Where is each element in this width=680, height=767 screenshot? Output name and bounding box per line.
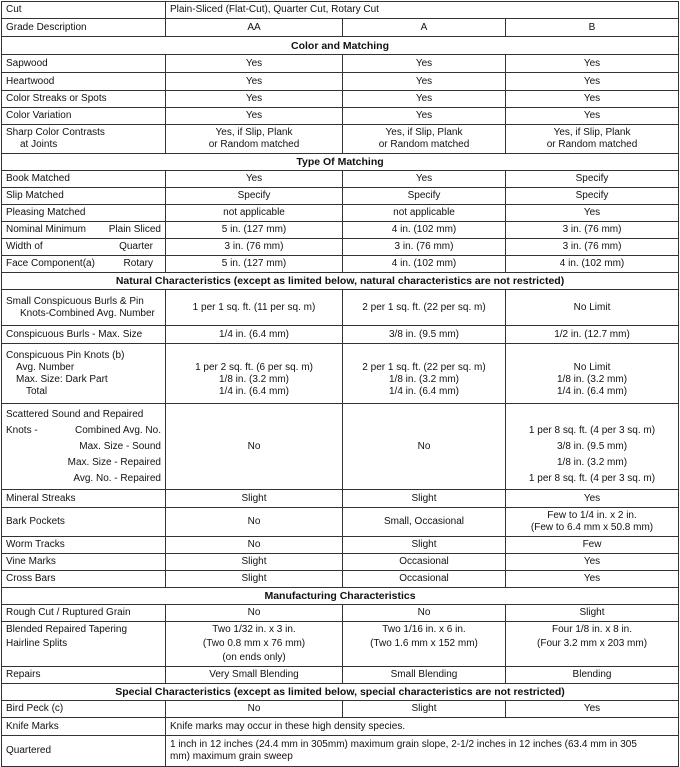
table-row <box>2 205 679 222</box>
cell-line: (Four 3.2 mm x 203 mm) <box>537 638 648 649</box>
table-row <box>2 701 679 718</box>
cell-line: 3/8 in. (9.5 mm) <box>557 440 628 452</box>
grade-b: B <box>506 19 679 37</box>
cell-aa: Very Small Blending <box>166 667 343 684</box>
row-label: Mineral Streaks <box>2 490 166 508</box>
cell-aa: Yes <box>166 73 343 91</box>
table-row <box>2 667 679 684</box>
grade-label: Grade Description <box>2 19 166 37</box>
cell-aa: No <box>166 508 343 537</box>
cell-line: Yes, if Slip, Plank <box>215 127 293 138</box>
cell-line: Two 1/32 in. x 3 in. <box>212 624 296 635</box>
cell-a: No <box>343 605 506 622</box>
cell-b: Specify <box>506 171 679 188</box>
cut-label: Cut <box>2 2 166 19</box>
burls-label-line2: Knots-Combined Avg. Number <box>20 307 155 319</box>
table-row <box>2 571 679 588</box>
grade-row <box>2 19 679 37</box>
table-row <box>2 256 679 273</box>
quartered-value <box>166 736 679 767</box>
table-row <box>2 718 679 736</box>
cell-line: (Few to 6.4 mm x 50.8 mm) <box>530 522 654 533</box>
section-header <box>2 273 679 290</box>
cell-line: or Random matched <box>378 139 470 150</box>
cell-line: Two 1/16 in. x 6 in. <box>382 624 466 635</box>
cell-line: 1 per 2 sq. ft. (6 per sq. m) <box>195 361 313 373</box>
cell-line: 1/8 in. (3.2 mm) <box>557 456 628 468</box>
sharp-label-line2: at Joints <box>20 139 58 150</box>
row-label: Knife Marks <box>2 718 166 736</box>
cell-b: Blending <box>506 667 679 684</box>
table-row <box>2 55 679 73</box>
cell-b <box>506 508 679 537</box>
scattered-label: Avg. No. - Repaired <box>73 472 161 484</box>
knife-marks-value: Knife marks may occur in these high density species. <box>166 718 679 736</box>
table-row <box>2 239 679 256</box>
cell-aa: Specify <box>166 188 343 205</box>
cell-b: 3 in. (76 mm) <box>506 222 679 239</box>
row-label: Conspicuous Burls - Max. Size <box>2 326 166 344</box>
blended-label-line1: Blended Repaired Tapering <box>6 624 128 635</box>
cell-aa: Yes <box>166 91 343 108</box>
cell-a: Slight <box>343 490 506 508</box>
row-label: Bark Pockets <box>2 508 166 537</box>
row-label: Cross Bars <box>2 571 166 588</box>
cell-b: Yes <box>506 701 679 718</box>
table-row <box>2 344 679 404</box>
pin-label: Avg. Number <box>16 361 75 373</box>
cell-line: (on ends only) <box>222 652 286 663</box>
width-label-left: Width of <box>6 241 43 252</box>
cell-line: Yes, if Slip, Plank <box>385 127 463 138</box>
cell-b: Yes <box>506 55 679 73</box>
cell-aa: Yes <box>166 108 343 125</box>
cell-aa: 3 in. (76 mm) <box>166 239 343 256</box>
cell-line: 1/8 in. (3.2 mm) <box>557 373 628 385</box>
special-section-title: Special Characteristics (except as limited below, special characteristics are not restricted) <box>2 684 679 701</box>
cell-aa: Slight <box>166 490 343 508</box>
width-label-right: Plain Sliced <box>108 224 161 235</box>
row-label: Vine Marks <box>2 554 166 571</box>
grade-table <box>1 1 679 767</box>
row-label: Rough Cut / Ruptured Grain <box>2 605 166 622</box>
table-row <box>2 222 679 239</box>
table-row <box>2 508 679 537</box>
table-row <box>2 622 679 667</box>
cell-line: 2 per 1 sq. ft. (22 per sq. m) <box>362 361 486 373</box>
scattered-title: Scattered Sound and Repaired <box>6 408 144 420</box>
cell-b: No Limit <box>506 290 679 326</box>
cell-a: 3 in. (76 mm) <box>343 239 506 256</box>
cell-a: Slight <box>343 537 506 554</box>
cell-aa: 1/4 in. (6.4 mm) <box>166 326 343 344</box>
cell-a: 4 in. (102 mm) <box>343 222 506 239</box>
sharp-label-line1: Sharp Color Contrasts <box>6 127 105 138</box>
cell-a: Slight <box>343 701 506 718</box>
cell-aa: No <box>166 701 343 718</box>
table-row <box>2 326 679 344</box>
table-row <box>2 490 679 508</box>
cell-line: 1 per 8 sq. ft. (4 per 3 sq. m) <box>528 472 656 484</box>
table-row <box>2 736 679 767</box>
cell-aa: 1 per 1 sq. ft. (11 per sq. m) <box>166 290 343 326</box>
table-row <box>2 91 679 108</box>
cell-aa: Yes <box>166 55 343 73</box>
cell-a: Occasional <box>343 554 506 571</box>
row-label <box>2 344 166 404</box>
section-header <box>2 154 679 171</box>
width-label-left: Nominal Minimum <box>6 224 87 235</box>
cell-line: 1/4 in. (6.4 mm) <box>388 385 460 397</box>
cell-aa: 5 in. (127 mm) <box>166 256 343 273</box>
grade-a: A <box>343 19 506 37</box>
cell-b: Yes <box>506 490 679 508</box>
cell-a: Specify <box>343 188 506 205</box>
cell-b: Yes <box>506 554 679 571</box>
cell-line: No Limit <box>573 361 611 373</box>
cell-aa: Slight <box>166 571 343 588</box>
cell-aa: 5 in. (127 mm) <box>166 222 343 239</box>
cell-line: 1/4 in. (6.4 mm) <box>557 385 628 397</box>
cut-value: Plain-Sliced (Flat-Cut), Quarter Cut, Rotary Cut <box>166 2 679 19</box>
cell-aa <box>166 622 343 667</box>
cell-line: 1/8 in. (3.2 mm) <box>218 373 290 385</box>
cell-line: Four 1/8 in. x 8 in. <box>551 624 633 635</box>
cell-a: 4 in. (102 mm) <box>343 256 506 273</box>
cell-a <box>343 622 506 667</box>
row-label: Pleasing Matched <box>2 205 166 222</box>
cell-line: (Two 0.8 mm x 76 mm) <box>202 638 306 649</box>
blended-label-line2: Hairline Splits <box>6 638 68 649</box>
table-row <box>2 125 679 154</box>
cell-a: Small, Occasional <box>343 508 506 537</box>
cell-a: Yes <box>343 73 506 91</box>
section-header <box>2 684 679 701</box>
cell-a: 2 per 1 sq. ft. (22 per sq. m) <box>343 290 506 326</box>
row-label <box>2 125 166 154</box>
table-row <box>2 171 679 188</box>
cell-a: Yes <box>343 171 506 188</box>
table-row <box>2 537 679 554</box>
cell-b <box>506 404 679 490</box>
cut-row <box>2 2 679 19</box>
cell-line: or Random matched <box>546 139 638 150</box>
section-header <box>2 37 679 55</box>
quartered-line: 1 inch in 12 inches (24.4 mm in 305mm) maximum grain slope, 2-1/2 inches in 12 inches (63.4 mm in 305 <box>170 739 637 750</box>
cell-aa <box>166 125 343 154</box>
burls-label-line1: Small Conspicuous Burls & Pin <box>6 295 144 307</box>
cell-a: 3/8 in. (9.5 mm) <box>343 326 506 344</box>
cell-aa: No <box>166 537 343 554</box>
cell-b: Few <box>506 537 679 554</box>
cell-b <box>506 622 679 667</box>
scattered-label: Max. Size - Repaired <box>67 456 161 468</box>
cell-b: Yes <box>506 108 679 125</box>
grade-aa: AA <box>166 19 343 37</box>
quartered-line: mm) maximum grain sweep <box>170 751 293 762</box>
row-label: Worm Tracks <box>2 537 166 554</box>
table-row <box>2 188 679 205</box>
row-label: Heartwood <box>2 73 166 91</box>
row-label: Sapwood <box>2 55 166 73</box>
row-label <box>2 256 166 273</box>
cell-line: Yes, if Slip, Plank <box>553 127 631 138</box>
section-header <box>2 588 679 605</box>
row-label: Color Variation <box>2 108 166 125</box>
natural-section-title: Natural Characteristics (except as limited below, natural characteristics are not restricted) <box>2 273 679 290</box>
cell-b: Specify <box>506 188 679 205</box>
row-label <box>2 239 166 256</box>
cell-b <box>506 125 679 154</box>
row-label: Bird Peck (c) <box>2 701 166 718</box>
scattered-label: Max. Size - Sound <box>79 440 161 452</box>
cell-a: Yes <box>343 108 506 125</box>
table-row <box>2 108 679 125</box>
table-row <box>2 554 679 571</box>
cell-a: Occasional <box>343 571 506 588</box>
cell-line: (Two 1.6 mm x 152 mm) <box>370 638 478 649</box>
cell-line: Few to 1/4 in. x 2 in. <box>547 510 637 521</box>
cell-b: Slight <box>506 605 679 622</box>
pin-label: Max. Size: Dark Part <box>16 373 108 385</box>
scattered-knots: Knots - <box>6 424 38 436</box>
width-label-left: Face Component(a) <box>6 258 95 269</box>
row-label: Slip Matched <box>2 188 166 205</box>
cell-b: 4 in. (102 mm) <box>506 256 679 273</box>
cell-aa: Yes <box>166 171 343 188</box>
cell-a: not applicable <box>343 205 506 222</box>
row-label: Repairs <box>2 667 166 684</box>
cell-b: 3 in. (76 mm) <box>506 239 679 256</box>
cell-line: 1/8 in. (3.2 mm) <box>388 373 460 385</box>
cell-a: Yes <box>343 91 506 108</box>
row-label: Quartered <box>2 736 166 767</box>
table-row <box>2 73 679 91</box>
scattered-label: Combined Avg. No. <box>75 424 161 436</box>
cell-b: Yes <box>506 205 679 222</box>
table-row <box>2 605 679 622</box>
table-row <box>2 404 679 490</box>
cell-aa <box>166 344 343 404</box>
cell-line: 1 per 8 sq. ft. (4 per 3 sq. m) <box>528 424 656 436</box>
color-section-title: Color and Matching <box>2 37 679 55</box>
row-label: Book Matched <box>2 171 166 188</box>
cell-a <box>343 125 506 154</box>
matching-section-title: Type Of Matching <box>2 154 679 171</box>
row-label: Color Streaks or Spots <box>2 91 166 108</box>
width-label-right: Quarter <box>119 241 153 252</box>
row-label <box>2 404 166 490</box>
manufacturing-section-title: Manufacturing Characteristics <box>2 588 679 605</box>
cell-b: Yes <box>506 73 679 91</box>
pin-label: Total <box>26 385 48 397</box>
cell-b: Yes <box>506 571 679 588</box>
width-label-right: Rotary <box>123 258 153 269</box>
row-label <box>2 222 166 239</box>
cell-line: 1/4 in. (6.4 mm) <box>218 385 290 397</box>
cell-b: 1/2 in. (12.7 mm) <box>506 326 679 344</box>
cell-a: Yes <box>343 55 506 73</box>
table-row <box>2 290 679 326</box>
pin-title: Conspicuous Pin Knots (b) <box>6 349 125 361</box>
cell-a <box>343 344 506 404</box>
row-label <box>2 622 166 667</box>
row-label <box>2 290 166 326</box>
cell-b <box>506 344 679 404</box>
cell-b: Yes <box>506 91 679 108</box>
cell-aa: No <box>166 605 343 622</box>
cell-line: or Random matched <box>208 139 300 150</box>
cell-a: No <box>343 404 506 490</box>
cell-aa: No <box>166 404 343 490</box>
cell-a: Small Blending <box>343 667 506 684</box>
cell-aa: Slight <box>166 554 343 571</box>
cell-aa: not applicable <box>166 205 343 222</box>
